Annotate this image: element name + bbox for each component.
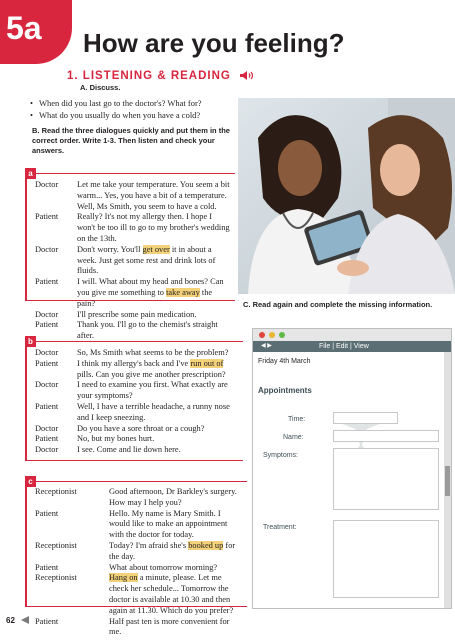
speaker-label: Patient <box>35 358 59 368</box>
speaker-label: Doctor <box>35 180 59 189</box>
speaker-label: Patient <box>35 562 59 572</box>
speaker-label: Doctor <box>35 423 59 433</box>
speaker-label: Patient <box>35 401 59 411</box>
speech-text: So, Ms Smith what seems to be the problem? <box>77 348 229 357</box>
task-c-instruction: C. Read again and complete the missing information. <box>243 300 433 309</box>
window-titlebar <box>253 329 451 341</box>
dialogue-line <box>27 320 235 342</box>
section-number: 1. <box>67 70 79 82</box>
task-b-instruction: B. Read the three dialogues quickly and put them in the correct order. Write 1-3. Then listen and check your answers. <box>32 126 230 155</box>
time-label: Time: <box>288 416 306 423</box>
appointment-form-window <box>252 328 452 609</box>
speech-text: Let me take your temperature. You seem a bit warm... Yes, you have a bit of a temperature. Well, Ms Smith, you seem to have a cold. <box>77 180 230 211</box>
speech-text: Don't worry. You'll get over it in about a week. Just get some rest and drink lots of fluids. <box>77 244 216 276</box>
speaker-icon[interactable] <box>239 70 255 81</box>
speech-text: No, but my bones hurt. <box>77 434 155 444</box>
appointments-heading: Appointments <box>258 386 312 395</box>
highlighted-phrase: Hang on <box>109 573 138 583</box>
dialogue-b <box>25 337 243 461</box>
speaker-label: Doctor <box>35 309 59 319</box>
form-date: Friday 4th March <box>258 358 311 365</box>
highlighted-phrase: run out of <box>190 358 224 368</box>
dialogue-line <box>27 359 243 381</box>
scrollbar[interactable] <box>444 352 451 608</box>
bullet-item: • What do you usually do when you have a cold? <box>30 109 202 121</box>
dialogue-line <box>27 541 247 563</box>
doctor-patient-photo <box>238 98 455 294</box>
symptoms-field[interactable] <box>333 448 439 510</box>
dialogue-line <box>27 487 247 509</box>
maximize-dot[interactable] <box>279 332 285 338</box>
scrollbar-thumb[interactable] <box>445 466 450 496</box>
task-a-label: A. Discuss. <box>80 83 121 92</box>
dialogue-line <box>27 310 235 321</box>
speaker-label: Doctor <box>35 244 59 254</box>
minimize-dot[interactable] <box>269 332 275 338</box>
name-label: Name: <box>283 434 304 441</box>
speaker-label: Receptionist <box>35 487 77 496</box>
dialogue-line <box>27 563 247 574</box>
highlighted-phrase: take away <box>166 287 200 297</box>
form-body <box>253 352 445 608</box>
speaker-label: Receptionist <box>35 540 77 550</box>
dialogue-line <box>27 212 235 244</box>
menu-bar <box>253 341 451 352</box>
speech-text: I'll prescribe some pain medication. <box>77 309 197 319</box>
dialogue-line <box>27 573 247 616</box>
task-a-bullets <box>30 97 202 121</box>
speech-text: I need to examine you first. What exactly are your symptoms? <box>77 380 228 401</box>
speech-text: Thank you. I'll go to the chemist's straight after. <box>77 320 218 341</box>
nav-arrows-icon[interactable]: ◀ ▶ <box>261 343 272 349</box>
dialogue-tag: c <box>25 476 36 487</box>
speech-text: Hang on a minute, please. Let me check her schedule... Tomorrow the doctor is available at 10.30 and then again at 11.30. Which do you prefer? <box>109 573 234 615</box>
dialogue-line <box>27 509 247 541</box>
unit-number: 5a <box>6 10 42 46</box>
time-field[interactable] <box>333 412 398 424</box>
section-heading <box>67 70 255 82</box>
page-number: 62 <box>6 616 15 625</box>
speech-text: Half past ten is more convenient for me. <box>109 616 230 637</box>
speech-text: Today? I'm afraid she's booked up for the day. <box>109 540 236 561</box>
speech-text: Really? It's not my allergy then. I hope I won't be too ill to go to my brother's wedding on the 13th. <box>77 212 230 243</box>
menu-items[interactable]: File | Edit | View <box>319 343 369 350</box>
speech-text: Do you have a sore throat or a cough? <box>77 423 205 433</box>
dialogue-c <box>25 477 247 637</box>
speech-text: Good afternoon, Dr Barkley's surgery. How may I help you? <box>109 487 237 507</box>
speaker-label: Patient <box>35 434 59 444</box>
speech-text: I will. What about my head and bones? Can you give me something to take away the pain? <box>77 277 224 308</box>
dialogue-tag: a <box>25 168 36 179</box>
symptoms-label: Symptoms: <box>263 452 299 459</box>
dialogue-line <box>27 180 235 212</box>
dialogue-a <box>25 169 235 341</box>
name-field[interactable] <box>333 430 439 442</box>
speaker-label: Patient <box>35 277 59 287</box>
unit-badge <box>0 0 72 64</box>
highlighted-phrase: booked up <box>188 540 224 550</box>
page-title: How are you feeling? <box>83 28 345 58</box>
speaker-label: Doctor <box>35 348 59 357</box>
dialogue-line <box>27 348 243 359</box>
dialogue-line <box>27 245 235 277</box>
speech-text: Well, I have a terrible headache, a runny nose and I keep sneezing. <box>77 401 230 422</box>
highlighted-phrase: get over <box>142 244 170 254</box>
speaker-label: Doctor <box>35 380 59 390</box>
speaker-label: Doctor <box>35 445 59 455</box>
dialogue-line <box>27 402 243 424</box>
speaker-label: Patient <box>35 212 59 222</box>
dialogue-line <box>27 424 243 435</box>
dialogue-line <box>27 434 243 445</box>
treatment-label: Treatment: <box>263 524 297 531</box>
speech-text: I think my allergy's back and I've run out of pills. Can you give me another prescription? <box>77 358 226 379</box>
dialogue-line <box>27 277 235 309</box>
dialogue-line <box>27 617 247 639</box>
dialogue-tag: b <box>25 336 36 347</box>
speaker-label: Patient <box>35 508 59 518</box>
dialogue-line <box>27 445 243 456</box>
speaker-label: Receptionist <box>35 573 77 583</box>
section-title: LISTENING & READING <box>82 70 231 82</box>
treatment-field[interactable] <box>333 520 439 598</box>
speaker-label: Patient <box>35 616 59 626</box>
speech-text: I see. Come and lie down here. <box>77 445 181 455</box>
page-arrow-icon <box>20 615 30 625</box>
close-dot[interactable] <box>259 332 265 338</box>
bullet-item: • When did you last go to the doctor's? What for? <box>30 97 202 109</box>
dialogue-line <box>27 380 243 402</box>
speech-text: What about tomorrow morning? <box>109 562 218 572</box>
speech-text: Hello. My name is Mary Smith. I would like to make an appointment with the doctor for today. <box>109 508 228 540</box>
speaker-label: Patient <box>35 320 59 330</box>
